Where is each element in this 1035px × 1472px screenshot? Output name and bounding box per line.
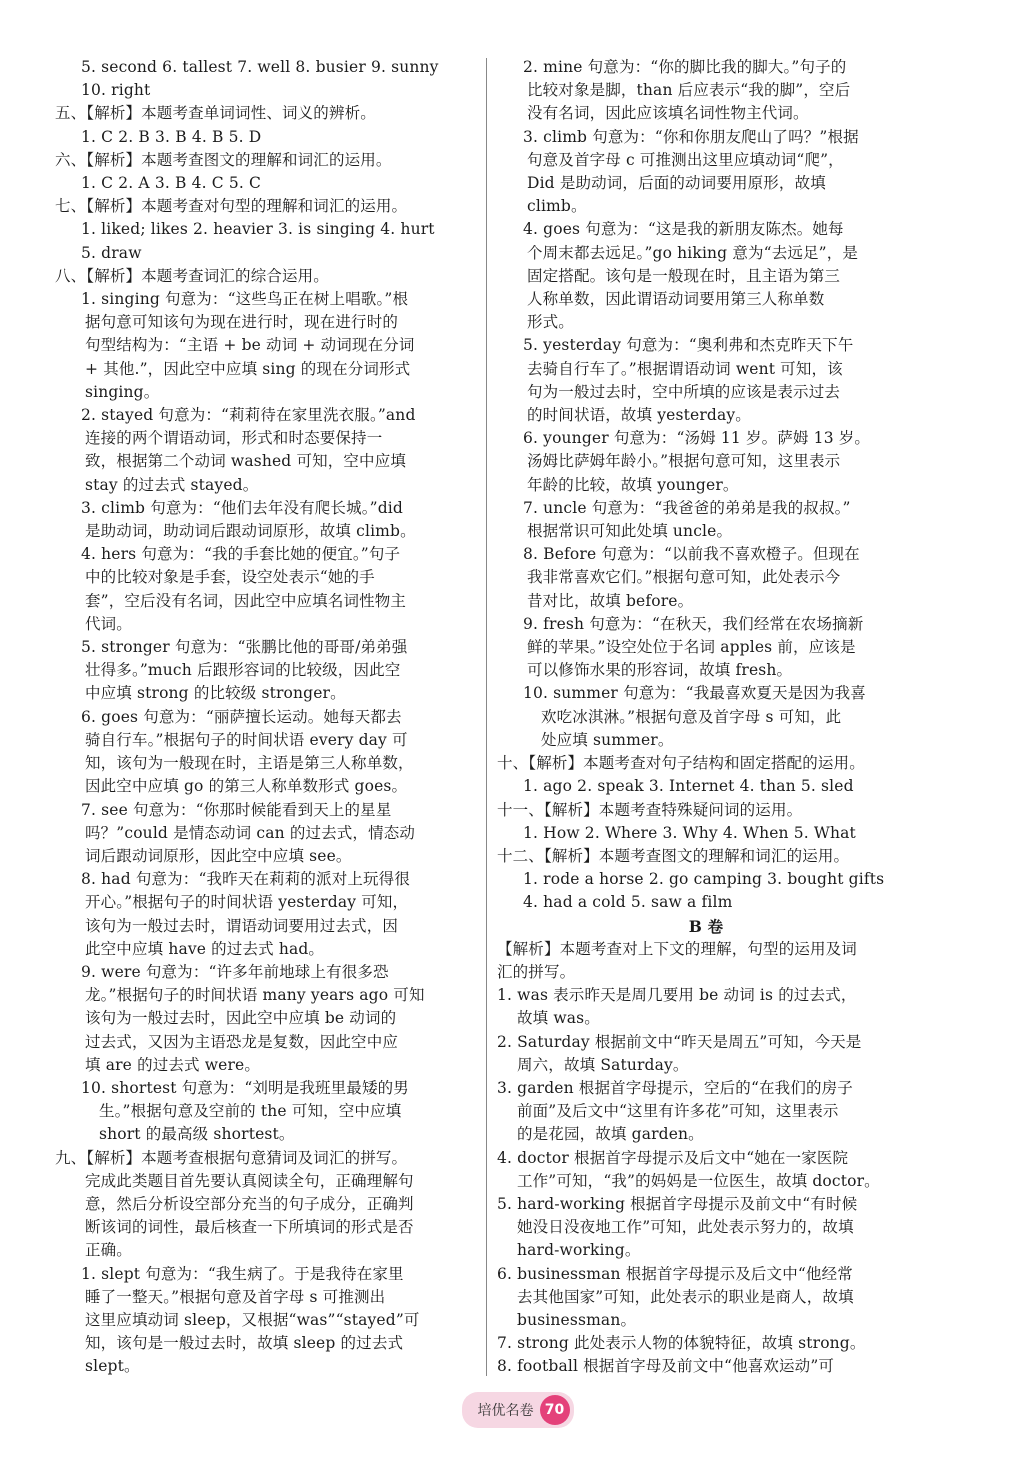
text-line: 1. How 2. Where 3. Why 4. When 5. What <box>523 823 856 842</box>
text-line: 句意及首字母 c 可推测出这里应填动词“爬”， <box>527 150 844 169</box>
text-line: 1. C 2. B 3. B 4. B 5. D <box>81 127 262 146</box>
text-line: 6. businessman 根据首字母提示及后文中“他经常 <box>497 1264 853 1283</box>
text-line: 壮得多。”much 后跟形容词的比较级，因此空 <box>85 661 401 680</box>
text-line: 该句为一般过去时，因此空中应填 be 动词的 <box>85 1009 397 1028</box>
text-line: 8. had 句意为：“我昨天在莉莉的派对上玩得很 <box>81 870 410 889</box>
text-line: Did 是助动词，后面的动词要用原形，故填 <box>527 174 826 193</box>
text-line: 8. Before 句意为：“以前我不喜欢橙子。但现在 <box>523 545 860 564</box>
text-line: slept。 <box>85 1357 140 1376</box>
text-line: 代词。 <box>85 614 132 633</box>
page-footer <box>0 1392 1035 1428</box>
text-line: 4. had a cold 5. saw a film <box>523 893 733 912</box>
text-line: 10. right <box>81 81 151 100</box>
text-line: 该句为一般过去时，谓语动词要用过去式，因 <box>85 916 399 935</box>
text-line: businessman。 <box>517 1310 637 1329</box>
text-line: 这里应填动词 sleep，又根据“was”“stayed”可 <box>85 1310 420 1329</box>
text-line: 7. see 句意为：“你那时候能看到天上的星星 <box>81 800 392 819</box>
text-line: 汤姆比萨姆年龄小。”根据句意可知，这里表示 <box>527 452 841 471</box>
text-line: 9. were 句意为：“许多年前地球上有很多恐 <box>81 962 389 981</box>
footer-badge <box>462 1392 574 1428</box>
text-line: 五、【解析】本题考查单词词性、词义的辨析。 <box>55 104 376 123</box>
text-line: hard-working。 <box>517 1241 641 1260</box>
text-line: 故填 was。 <box>517 1009 600 1028</box>
text-line: 填 are 的过去式 were。 <box>85 1055 261 1074</box>
text-line: 1. slept 句意为：“我生病了。于是我待在家里 <box>81 1264 404 1283</box>
text-line: 此空中应填 have 的过去式 had。 <box>85 939 325 958</box>
text-line: 我非常喜欢它们。”根据句意可知，此处表示今 <box>527 568 841 587</box>
text-line: 5. second 6. tallest 7. well 8. busier 9. sunny <box>81 58 439 76</box>
text-line: 10. shortest 句意为：“刘明是我班里最矮的男 <box>81 1078 409 1097</box>
text-line: 1. liked; likes 2. heavier 3. is singing 4. hurt <box>81 220 435 239</box>
text-line: 1. ago 2. speak 3. Internet 4. than 5. sled <box>523 777 854 796</box>
text-line: climb。 <box>527 197 587 216</box>
text-line: 完成此类题目首先要认真阅读全句，正确理解句 <box>85 1171 414 1190</box>
text-line: 去其他国家”可知，此处表示的职业是商人，故填 <box>517 1287 854 1306</box>
text-line: 睡了一整天。”根据句意及首字母 s 可推测出 <box>85 1287 386 1306</box>
text-line: 中的比较对象是手套，设空处表示“她的手 <box>85 568 375 587</box>
text-line: 欢吃冰淇淋。”根据句意及首字母 s 可知，此 <box>541 707 842 726</box>
text-line: 2. Saturday 根据前文中“昨天是周五”可知，今天是 <box>497 1032 862 1051</box>
text-line: 4. goes 句意为：“这是我的新朋友陈杰。她每 <box>523 220 844 239</box>
text-line: 十一、【解析】本题考查特殊疑问词的运用。 <box>497 800 803 819</box>
right-column <box>497 56 915 1379</box>
text-line: 没有名词，因此应该填名词性物主代词。 <box>527 104 809 123</box>
text-line: 中应填 strong 的比较级 stronger。 <box>85 684 346 703</box>
text-line: 是助动词，助动词后跟动词原形，故填 climb。 <box>85 522 416 541</box>
text-line: 句为一般过去时，空中所填的应该是表示过去 <box>527 382 841 401</box>
text-line: 因此空中应填 go 的第三人称单数形式 goes。 <box>85 777 408 796</box>
text-line: 工作”可知，“我”的妈妈是一位医生，故填 doctor。 <box>517 1171 880 1190</box>
text-line: 句型结构为：“主语 + be 动词 + 动词现在分词 <box>85 336 415 355</box>
column-divider <box>486 58 487 1376</box>
text-line: 6. goes 句意为：“丽萨擅长运动。她每天都去 <box>81 707 402 726</box>
text-line: 比较对象是脚，than 后应表示“我的脚”，空后 <box>527 81 851 100</box>
text-line: 知，该句为一般现在时，主语是第三人称单数， <box>85 754 414 773</box>
text-line: short 的最高级 shortest。 <box>99 1125 295 1144</box>
text-line: 意，然后分析设空部分充当的句子成分，正确判 <box>85 1194 414 1213</box>
left-column <box>55 56 480 1379</box>
text-line: 的是花园，故填 garden。 <box>517 1125 704 1144</box>
text-line: 她没日没夜地工作”可知，此处表示努力的，故填 <box>517 1218 854 1237</box>
text-line: 前面”及后文中“这里有许多花”可知，这里表示 <box>517 1102 839 1121</box>
text-line: 正确。 <box>85 1241 132 1260</box>
text-line: 5. draw <box>81 243 142 262</box>
text-line: 连接的两个谓语动词，形式和时态要保持一 <box>85 429 383 448</box>
text-line: stay 的过去式 stayed。 <box>85 475 259 494</box>
text-line: 4. doctor 根据首字母提示及后文中“她在一家医院 <box>497 1148 849 1167</box>
text-line: 骑自行车。”根据句子的时间状语 every day 可 <box>85 730 408 749</box>
text-line: 周六，故填 Saturday。 <box>517 1055 689 1074</box>
text-line: 7. uncle 句意为：“我爸爸的弟弟是我的叔叔。” <box>523 498 851 517</box>
text-line: 开心。”根据句子的时间状语 yesterday 可知， <box>85 893 409 912</box>
text-line: 吗？”could 是情态动词 can 的过去式，情态动 <box>85 823 416 842</box>
text-line: 的时间状语，故填 yesterday。 <box>527 406 751 425</box>
text-line: 1. singing 句意为：“这些鸟正在树上唱歌。”根 <box>81 290 409 309</box>
text-line: 8. football 根据首字母及前文中“他喜欢运动”可 <box>497 1357 835 1376</box>
text-line: 固定搭配。该句是一般现在时，且主语为第三 <box>527 266 841 285</box>
text-line: + 其他.”，因此空中应填 sing 的现在分词形式 <box>85 359 411 378</box>
text-line: 人称单数，因此谓语动词要用第三人称单数 <box>527 290 825 309</box>
text-line: 7. strong 此处表示人物的体貌特征，故填 strong。 <box>497 1334 866 1353</box>
text-line: 6. younger 句意为：“汤姆 11 岁。萨姆 13 岁。 <box>523 429 871 448</box>
text-line: 根据常识可知此处填 uncle。 <box>527 522 733 541</box>
text-line: 形式。 <box>527 313 574 332</box>
text-line: 1. rode a horse 2. go camping 3. bought gifts <box>523 870 885 889</box>
text-line: 2. stayed 句意为：“莉莉待在家里洗衣服。”and <box>81 406 416 425</box>
text-line: B 卷 <box>688 916 724 936</box>
page-number: 70 <box>540 1395 570 1425</box>
text-line: 可以修饰水果的形容词，故填 fresh。 <box>527 661 793 680</box>
text-line: 鲜的苹果。”设空处位于名词 apples 前，应该是 <box>527 638 856 657</box>
footer-title: 培优名卷 <box>477 1403 534 1419</box>
text-line: 过去式，又因为主语恐龙是复数，因此空中应 <box>85 1032 399 1051</box>
text-line: 知，该句是一般过去时，故填 sleep 的过去式 <box>85 1334 404 1353</box>
text-line: 1. was 表示昨天是周几要用 be 动词 is 的过去式， <box>497 986 857 1005</box>
text-line: 汇的拼写。 <box>497 962 576 981</box>
text-line: 昔对比，故填 before。 <box>527 591 694 610</box>
text-line: 5. hard-working 根据首字母提示及前文中“有时候 <box>497 1194 858 1213</box>
text-line: 词后跟动词原形，因此空中应填 see。 <box>85 846 352 865</box>
text-line: 六、【解析】本题考查图文的理解和词汇的运用。 <box>55 150 392 169</box>
text-line: 处应填 summer。 <box>541 730 674 749</box>
text-line: 据句意可知该句为现在进行时，现在进行时的 <box>85 313 399 332</box>
text-line: 5. stronger 句意为：“张鹏比他的哥哥/弟弟强 <box>81 638 408 657</box>
text-line: 龙。”根据句子的时间状语 many years ago 可知 <box>85 986 425 1005</box>
text-line: 八、【解析】本题考查词汇的综合运用。 <box>55 266 329 285</box>
text-line: 十二、【解析】本题考查图文的理解和词汇的运用。 <box>497 846 850 865</box>
text-line: 去骑自行车了。”根据谓语动词 went 可知，该 <box>527 359 843 378</box>
text-line: 九、【解析】本题考查根据句意猜词及词汇的拼写。 <box>55 1148 408 1167</box>
text-line: 个周末都去远足。”go hiking 意为“去远足”，是 <box>527 243 859 262</box>
text-line: 2. mine 句意为：“你的脚比我的脚大。”句子的 <box>523 58 847 76</box>
text-line: 10. summer 句意为：“我最喜欢夏天是因为我喜 <box>523 684 866 703</box>
text-line: 4. hers 句意为：“我的手套比她的便宜。”句子 <box>81 545 401 564</box>
text-line: 致，根据第二个动词 washed 可知，空中应填 <box>85 452 406 471</box>
text-line: singing。 <box>85 382 160 401</box>
text-line: 3. garden 根据首字母提示，空后的“在我们的房子 <box>497 1078 853 1097</box>
text-line: 七、【解析】本题考查对句型的理解和词汇的运用。 <box>55 197 408 216</box>
text-line: 十、【解析】本题考查对句子结构和固定搭配的运用。 <box>497 754 865 773</box>
text-line: 年龄的比较，故填 younger。 <box>527 475 739 494</box>
text-line: 【解析】本题考查对上下文的理解，句型的运用及词 <box>497 939 857 958</box>
text-line: 5. yesterday 句意为：“奥利弗和杰克昨天下午 <box>523 336 854 355</box>
text-line: 断该词的词性，最后核查一下所填词的形式是否 <box>85 1218 414 1237</box>
text-line: 9. fresh 句意为：“在秋天，我们经常在农场摘新 <box>523 614 864 633</box>
text-line: 3. climb 句意为：“你和你朋友爬山了吗？”根据 <box>523 127 859 146</box>
text-line: 套”，空后没有名词，因此空中应填名词性物主 <box>85 591 407 610</box>
text-line: 1. C 2. A 3. B 4. C 5. C <box>81 174 262 193</box>
text-line: 生。”根据句意及空前的 the 可知，空中应填 <box>99 1102 402 1121</box>
text-line: 3. climb 句意为：“他们去年没有爬长城。”did <box>81 498 403 517</box>
